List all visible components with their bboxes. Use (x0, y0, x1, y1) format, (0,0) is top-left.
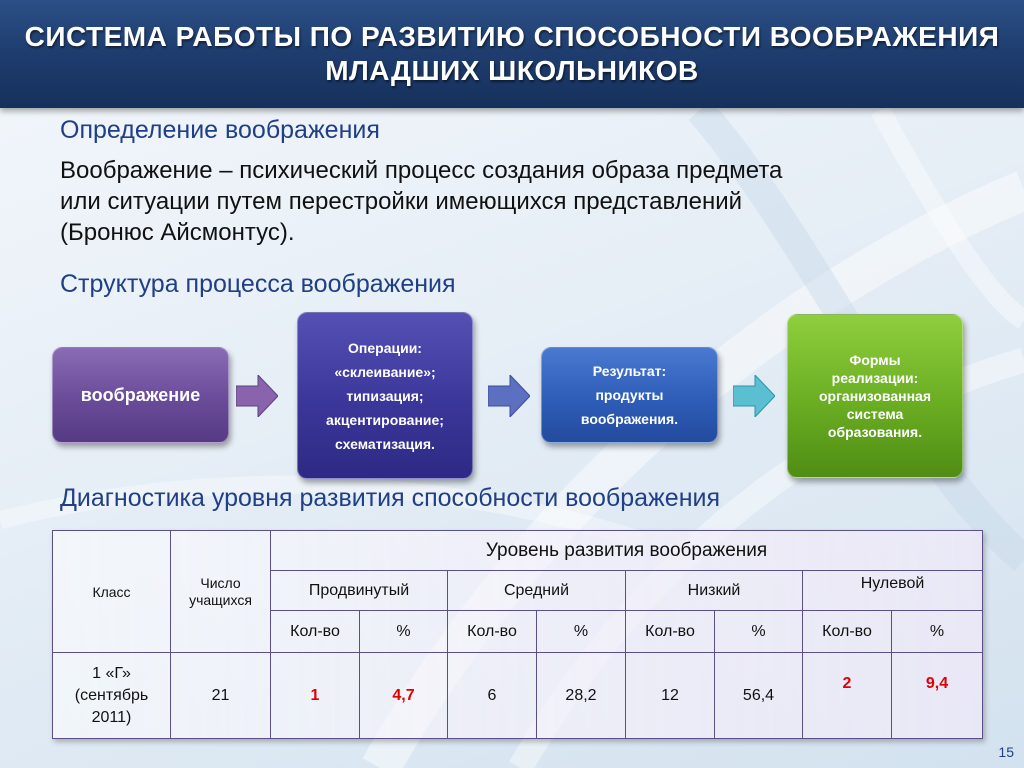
cell-class (53, 653, 171, 739)
header-level-zero: Нулевой (803, 571, 983, 611)
definition-line-3: (Бронюс Айсмонтус). (60, 219, 295, 246)
imagination-box (52, 347, 229, 443)
slide-title-line-2: МЛАДШИХ ШКОЛЬНИКОВ (325, 55, 699, 86)
page-number: 15 (998, 744, 1014, 760)
forms-box (787, 314, 963, 478)
subheader-qty: Кол-во (271, 611, 360, 653)
diagnostics-table (52, 530, 983, 739)
result-box (541, 347, 718, 443)
cell-medium-qty: 6 (448, 653, 537, 739)
result-line-2: продукты (595, 387, 664, 403)
subheader-pct: % (360, 611, 448, 653)
header-class-label: Класс (92, 583, 131, 600)
forms-line-1: Формы (849, 352, 901, 368)
cell-low-qty: 12 (626, 653, 715, 739)
diagnostics-heading: Диагностика уровня развития способности воображения (60, 484, 720, 512)
header-level-medium: Средний (448, 571, 626, 611)
forms-line-2: реализации: (831, 370, 919, 386)
operations-box (297, 312, 473, 479)
arrow-right-icon (236, 375, 278, 417)
operations-line-2: «склеивание»; (334, 363, 436, 380)
cell-zero-pct: 9,4 (892, 653, 983, 739)
forms-line-5: образования. (827, 424, 923, 440)
header-count-line-1: Число (200, 574, 241, 591)
definition-line-2: или ситуации путем перестройки имеющихся представлений (60, 188, 743, 215)
cell-low-pct: 56,4 (715, 653, 803, 739)
class-line-3: 2011) (91, 708, 132, 726)
class-line-1: 1 «Г» (92, 664, 131, 682)
subheader-pct: % (892, 611, 983, 653)
arrow-right-icon (733, 375, 775, 417)
slide-title-line-1: СИСТЕМА РАБОТЫ ПО РАЗВИТИЮ СПОСОБНОСТИ ВООБРАЖЕНИЯ (24, 21, 1000, 52)
subheader-qty: Кол-во (448, 611, 537, 653)
definition-text (60, 155, 960, 248)
header-class (53, 531, 171, 653)
arrow-right-icon (488, 375, 530, 417)
definition-heading: Определение воображения (60, 116, 380, 144)
cell-zero-qty: 2 (803, 653, 892, 739)
operations-line-4: акцентирование; (326, 411, 444, 428)
forms-line-3: организованная (818, 388, 932, 404)
cell-advanced-qty: 1 (271, 653, 360, 739)
table-row (53, 653, 983, 739)
header-level-group (271, 531, 983, 571)
header-count-line-2: учащихся (189, 591, 252, 608)
header-level-group-label: Уровень развития воображения (485, 539, 768, 561)
subheader-qty: Кол-во (626, 611, 715, 653)
header-student-count (171, 531, 271, 653)
operations-line-3: типизация; (346, 387, 424, 404)
subheader-pct: % (715, 611, 803, 653)
subheader-qty: Кол-во (803, 611, 892, 653)
operations-line-1: Операции: (348, 339, 422, 356)
slide-header (0, 0, 1024, 108)
class-line-2: (сентябрь (74, 686, 149, 704)
header-level-advanced: Продвинутый (271, 571, 448, 611)
result-line-1: Результат: (592, 363, 667, 379)
definition-line-1: Воображение – психический процесс создания образа предмета (60, 157, 783, 184)
cell-medium-pct: 28,2 (537, 653, 626, 739)
subheader-pct: % (537, 611, 626, 653)
imagination-box-label: воображение (80, 384, 201, 405)
structure-heading: Структура процесса воображения (60, 270, 456, 298)
header-level-low: Низкий (626, 571, 803, 611)
forms-line-4: система (846, 406, 904, 422)
cell-students: 21 (171, 653, 271, 739)
cell-advanced-pct: 4,7 (360, 653, 448, 739)
result-line-3: воображения. (580, 411, 679, 427)
operations-line-5: схематизация. (335, 435, 435, 452)
